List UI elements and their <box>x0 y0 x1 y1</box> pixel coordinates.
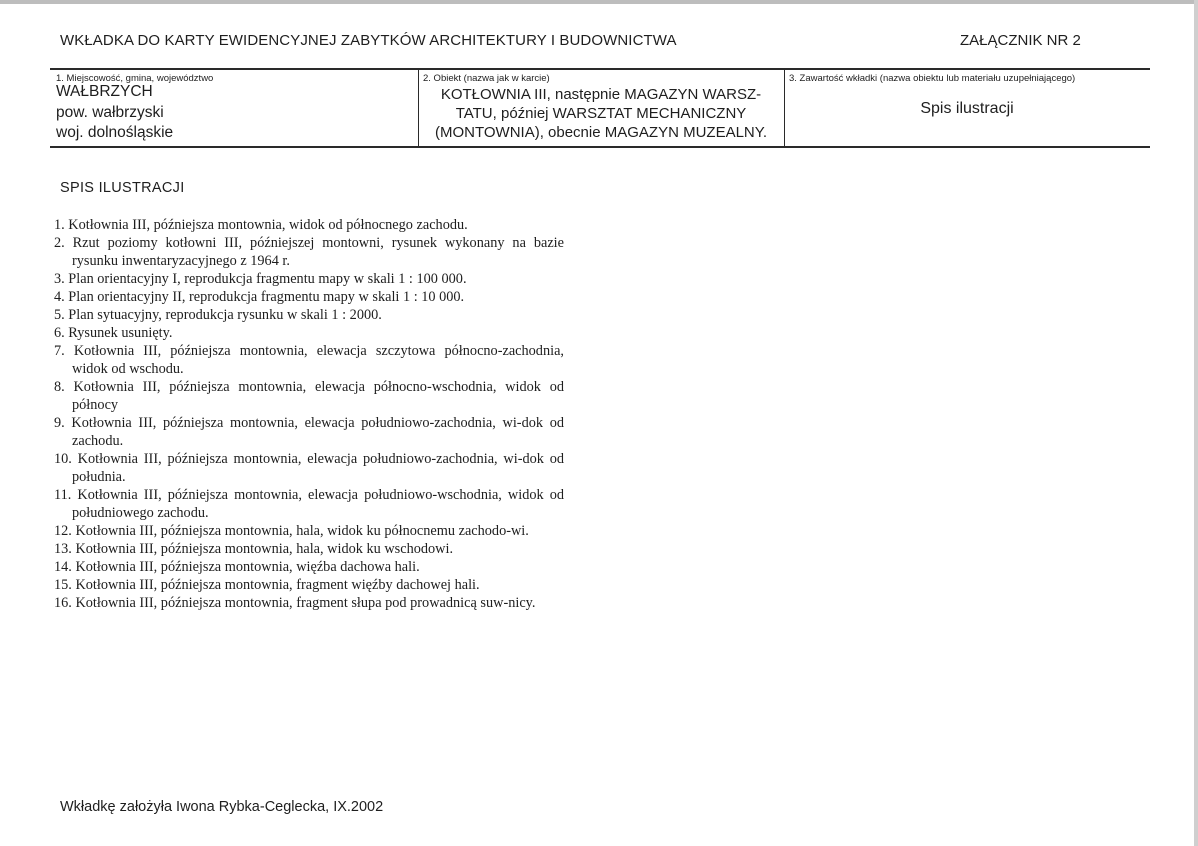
scan-top-edge <box>0 0 1198 4</box>
location-cell <box>50 70 419 146</box>
list-item: 1. Kotłownia III, późniejsza montownia, widok od północnego zachodu. <box>54 217 468 233</box>
list-item: 11. Kotłownia III, późniejsza montownia, elewacja południowo-wschodnia, widok od południowego zachodu. <box>54 487 564 521</box>
list-item: 14. Kotłownia III, późniejsza montownia, więźba dachowa hali. <box>54 559 420 575</box>
location-label: 1. Miejscowość, gmina, województwo <box>56 73 214 84</box>
list-item: 8. Kotłownia III, późniejsza montownia, elewacja północno-wschodnia, widok od północy <box>54 379 564 413</box>
list-item: 4. Plan orientacyjny II, reprodukcja fragmentu mapy w skali 1 : 10 000. <box>54 289 465 305</box>
list-item: 13. Kotłownia III, późniejsza montownia, hala, widok ku wschodowi. <box>54 541 454 557</box>
object-name-line: TATU, później WARSZTAT MECHANICZNY <box>455 105 747 122</box>
contents-label: 3. Zawartość wkładki (nazwa obiektu lub materiału uzupełniającego) <box>789 73 1076 84</box>
list-heading: SPIS ILUSTRACJI <box>60 180 185 196</box>
contents-cell <box>784 70 1150 146</box>
list-item: 16. Kotłownia III, późniejsza montownia, fragment słupa pod prowadnicą suw-nicy. <box>54 595 536 611</box>
document-title: WKŁADKA DO KARTY EWIDENCYJNEJ ZABYTKÓW ARCHITEKTURY I BUDOWNICTWA <box>60 32 677 49</box>
list-item: 15. Kotłownia III, późniejsza montownia, fragment więźby dachowej hali. <box>54 577 480 593</box>
contents-value: Spis ilustracji <box>920 100 1014 117</box>
location-voivodeship: woj. dolnośląskie <box>56 124 174 141</box>
author-note: Wkładkę założyła Iwona Rybka-Ceglecka, IX.2002 <box>60 799 384 815</box>
form-table <box>50 68 1150 148</box>
list-item: 10. Kotłownia III, późniejsza montownia, elewacja południowo-zachodnia, wi-dok od południa. <box>54 451 564 485</box>
object-cell <box>418 70 785 146</box>
annex-number: ZAŁĄCZNIK NR 2 <box>960 32 1081 49</box>
list-item: 6. Rysunek usunięty. <box>54 325 173 341</box>
illustration-list <box>46 216 564 612</box>
list-item: 7. Kotłownia III, późniejsza montownia, elewacja szczytowa północno-zachodnia, widok od wschodu. <box>54 343 564 377</box>
object-name-line: (MONTOWNIA), obecnie MAGAZYN MUZEALNY. <box>434 124 767 141</box>
object-name-line: KOTŁOWNIA III, następnie MAGAZYN WARSZ- <box>440 86 762 103</box>
scan-right-edge <box>1194 0 1198 846</box>
location-county: pow. wałbrzyski <box>56 104 164 121</box>
list-item: 2. Rzut poziomy kotłowni III, późniejszej montowni, rysunek wykonany na bazie rysunku inwentaryzacyjnego z 1964 r. <box>54 235 564 269</box>
list-item: 12. Kotłownia III, późniejsza montownia, hala, widok ku północnemu zachodo-wi. <box>54 523 529 539</box>
location-town: WAŁBRZYCH <box>56 83 153 100</box>
object-label: 2. Obiekt (nazwa jak w karcie) <box>423 73 550 84</box>
list-item: 5. Plan sytuacyjny, reprodukcja rysunku w skali 1 : 2000. <box>54 307 382 323</box>
object-name <box>418 85 784 142</box>
list-item: 9. Kotłownia III, późniejsza montownia, elewacja południowo-zachodnia, wi-dok od zachodu. <box>54 415 564 449</box>
list-item: 3. Plan orientacyjny I, reprodukcja fragmentu mapy w skali 1 : 100 000. <box>54 271 467 287</box>
